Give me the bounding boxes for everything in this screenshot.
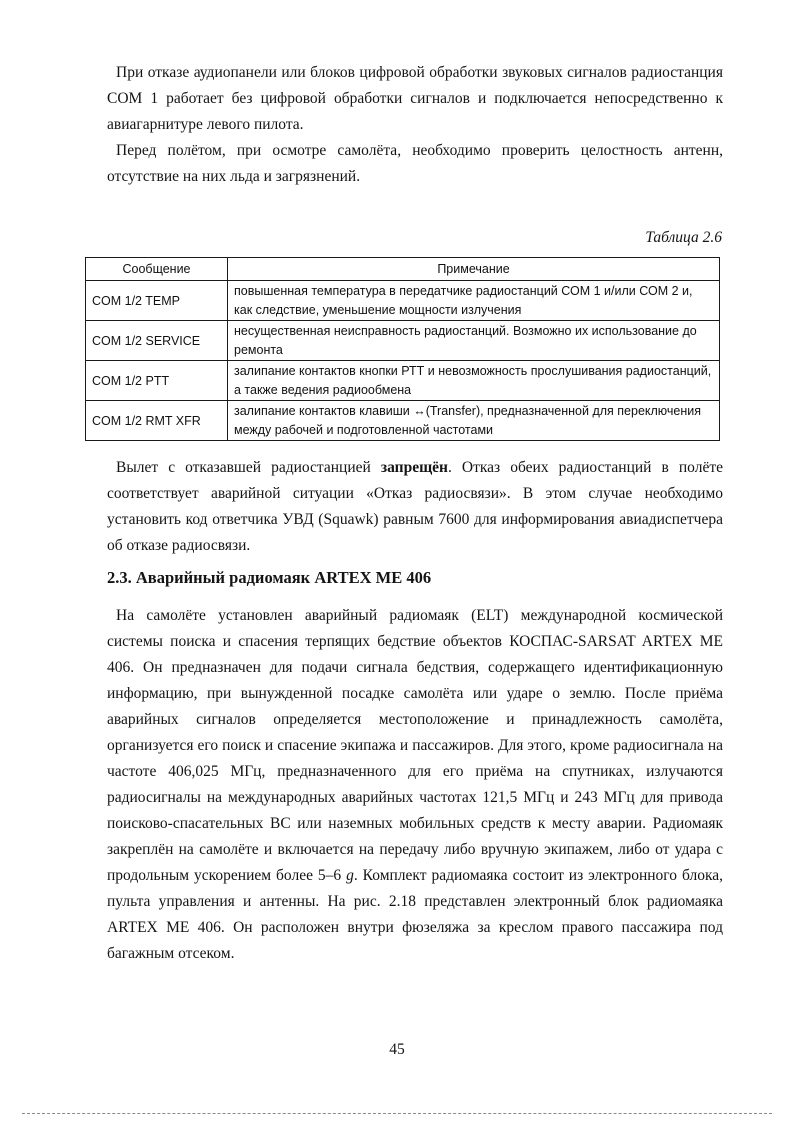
table-caption: Таблица 2.6 <box>645 229 722 246</box>
paragraph-elt-text-start: На самолёте установлен аварийный радиомаяк (ELT) международной космической системы поиска и спасения терпящих бедствие объектов КОСПАС-SARSAT ARTEX ME 406. Он предназначен для подачи сигнала бедствия, содержащего идентификационную информацию, при вынужденной посадке самолёта или ударе о землю. После приёма аварийных сигналов определяется местоположение и принадлежность самолёта, организуется его поиск и спасение экипажа и пассажиров. Для этого, кроме радиосигнала на частоте 406,025 МГц, предназначенного для его приёма на спутниках, излучаются радиосигналы на международных аварийных частотах 121,5 МГц и 243 МГц для привода поисково-спасательных ВС или наземных мобильных средств к месту аварии. Радиомаяк закреплён на самолёте и включается на передачу либо вручную экипажем, либо от удара с продольным ускорением более 5–6 <box>107 607 723 884</box>
paragraph-elt-text-end: . Комплект радиомаяка состоит из электронного блока, пульта управления и антенны. На рис. 2.18 представлен электронный блок радиомаяка ARTEX ME 406. Он расположен внутри фюзеляжа за креслом правого пассажира под багажным отсеком. <box>107 867 723 962</box>
messages-table <box>85 257 720 441</box>
note-cell: залипание контактов клавиши ↔(Transfer), предназначенной для переключения между рабочей и подготовленной частотами <box>228 401 720 441</box>
paragraph-departure-prohibited <box>107 455 723 559</box>
note-cell: несущественная неисправность радиостанций. Возможно их использование до ремонта <box>228 321 720 361</box>
table-row <box>86 321 720 361</box>
scan-edge-line <box>22 1113 772 1114</box>
table-row <box>86 401 720 441</box>
paragraph-prohibited-rest: . Отказ обеих радиостанций в полёте соответствует аварийной ситуации «Отказ радиосвязи». В этом случае необходимо установить код ответчика УВД (Squawk) равным 7600 для информирования авиадиспетчера об отказе радиосвязи. <box>107 459 723 554</box>
table-row <box>86 281 720 321</box>
emphasis-prohibited: запрещён <box>380 459 448 476</box>
message-cell: COM 1/2 SERVICE <box>86 321 228 361</box>
note-cell: залипание контактов кнопки РТТ и невозможность прослушивания радиостанций, а также ведения радиообмена <box>228 361 720 401</box>
header-note: Примечание <box>228 258 720 281</box>
message-cell: COM 1/2 RMT XFR <box>86 401 228 441</box>
paragraph-prohibited-lead: Вылет с отказавшей радиостанцией <box>116 459 381 476</box>
paragraph-elt-description <box>107 603 723 967</box>
table-header-row <box>86 258 720 281</box>
paragraph-antenna-text: Перед полётом, при осмотре самолёта, необходимо проверить целостность антенн, отсутствие на них льда и загрязнений. <box>107 142 723 185</box>
note-cell: повышенная температура в передатчике радиостанций СОМ 1 и/или СОМ 2 и, как следствие, уменьшение мощности излучения <box>228 281 720 321</box>
paragraph-audio-panel-failure <box>107 60 723 138</box>
paragraph-antenna-check <box>107 138 723 190</box>
section-heading: 2.3. Аварийный радиомаяк ARTEX ME 406 <box>107 568 432 587</box>
header-message: Сообщение <box>86 258 228 281</box>
page-number: 45 <box>389 1041 405 1058</box>
message-cell: COM 1/2 PTT <box>86 361 228 401</box>
paragraph-audio-panel-text: При отказе аудиопанели или блоков цифровой обработки звуковых сигналов радиостанция СОМ 1 работает без цифровой обработки сигналов и подключается непосредственно к авиагарнитуре левого пилота. <box>107 64 723 133</box>
g-symbol: g <box>346 867 354 884</box>
table-row <box>86 361 720 401</box>
message-cell: COM 1/2 TEMP <box>86 281 228 321</box>
